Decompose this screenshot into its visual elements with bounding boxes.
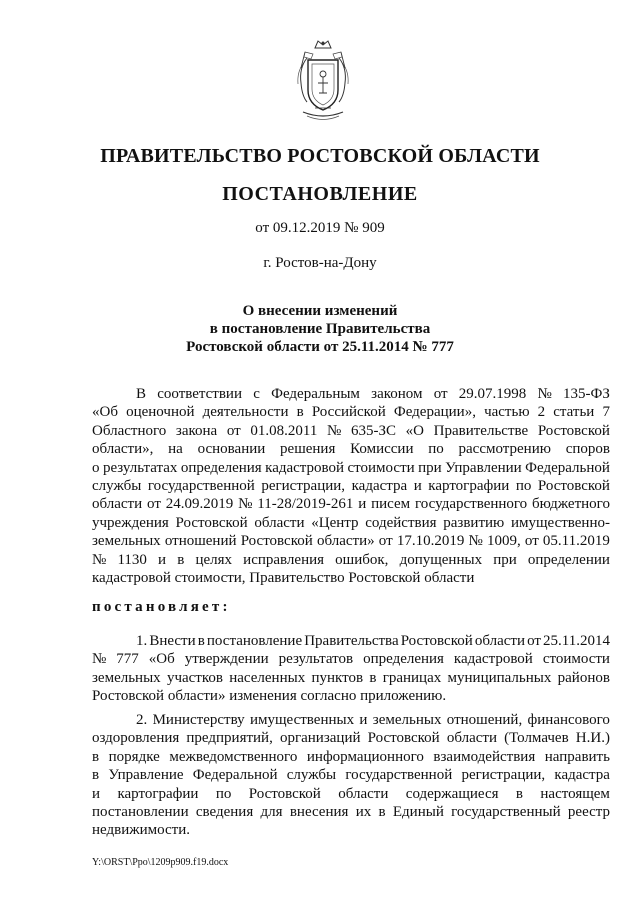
paragraph-line: В соответствии с Федеральным законом от 29.07.1998 № 135-ФЗ	[136, 386, 610, 402]
subject-line: Ростовской области от 25.11.2014 № 777	[186, 339, 454, 355]
paragraph-line: в Управление Федеральной службы государственной регистрации, кадастра	[92, 767, 610, 784]
date-and-number: от 09.12.2019 № 909	[255, 220, 385, 236]
paragraph-line: и картографии по Ростовской области содержащиеся в настоящем	[92, 785, 610, 802]
document-subject	[0, 302, 640, 356]
paragraph-line: постановлении сведения для внесения их в Единый государственный реестр	[92, 804, 610, 821]
paragraph-line: о результатах определения кадастровой стоимости при Управлении Федеральной	[92, 459, 610, 476]
decree-word: постановляет:	[92, 599, 231, 615]
paragraph-line: земельных отношений Ростовской области» от 17.10.2019 № 1009, от 05.11.2019	[92, 533, 610, 550]
subject-line: О внесении изменений	[242, 303, 398, 319]
paragraph-line: 1. Внести в постановление Правительства Ростовской области от 25.11.2014	[136, 633, 610, 649]
paragraph-line: кадастровой стоимости, Правительство Ростовской области	[92, 570, 475, 587]
paragraph-line: в порядке межведомственного информационного взаимодействия направить	[92, 748, 610, 765]
paragraph-line: области от 24.09.2019 № 11-28/2019-261 и писем государственного бюджетного	[92, 496, 610, 513]
document-type: ПОСТАНОВЛЕНИЕ	[222, 183, 418, 205]
paragraph-line: учреждения Ростовской области «Центр содействия развитию имущественно-	[92, 514, 610, 531]
paragraph-line: земельных участков населенных пунктов в границах муниципальных районов	[92, 669, 610, 686]
paragraph-line: № 777 «Об утверждении результатов определения кадастровой стоимости	[92, 651, 610, 668]
paragraph-line: недвижимости.	[92, 822, 190, 839]
paragraph-line: «Об оценочной деятельности в Российской Федерации», частью 2 статьи 7	[92, 404, 610, 421]
item-2-paragraph	[92, 711, 610, 840]
preamble-paragraph	[92, 385, 610, 587]
city: г. Ростов-на-Дону	[263, 255, 377, 271]
paragraph-line: области», на основании решения Комиссии по рассмотрению споров	[92, 441, 610, 458]
coat-of-arms-icon	[293, 38, 353, 124]
paragraph-line: № 1130 и в целях исправления ошибок, допущенных при определении	[92, 551, 610, 568]
subject-line: в постановление Правительства	[209, 321, 431, 337]
paragraph-line: оздоровления предприятий, организаций Ростовской области (Толмачев Н.И.)	[92, 730, 610, 747]
paragraph-line: Областного закона от 01.08.2011 № 635-ЗС «О Правительстве Ростовской	[92, 422, 610, 439]
file-path-footer: Y:\ORST\Ppo\1209p909.f19.docx	[92, 857, 229, 868]
item-1-paragraph	[92, 632, 610, 706]
paragraph-line: 2. Министерству имущественных и земельных отношений, финансового	[136, 712, 610, 728]
paragraph-line: Ростовской области» изменения согласно приложению.	[92, 688, 447, 705]
government-name: ПРАВИТЕЛЬСТВО РОСТОВСКОЙ ОБЛАСТИ	[100, 145, 540, 167]
paragraph-line: службы государственной регистрации, кадастра и картографии по Ростовской	[92, 478, 610, 495]
